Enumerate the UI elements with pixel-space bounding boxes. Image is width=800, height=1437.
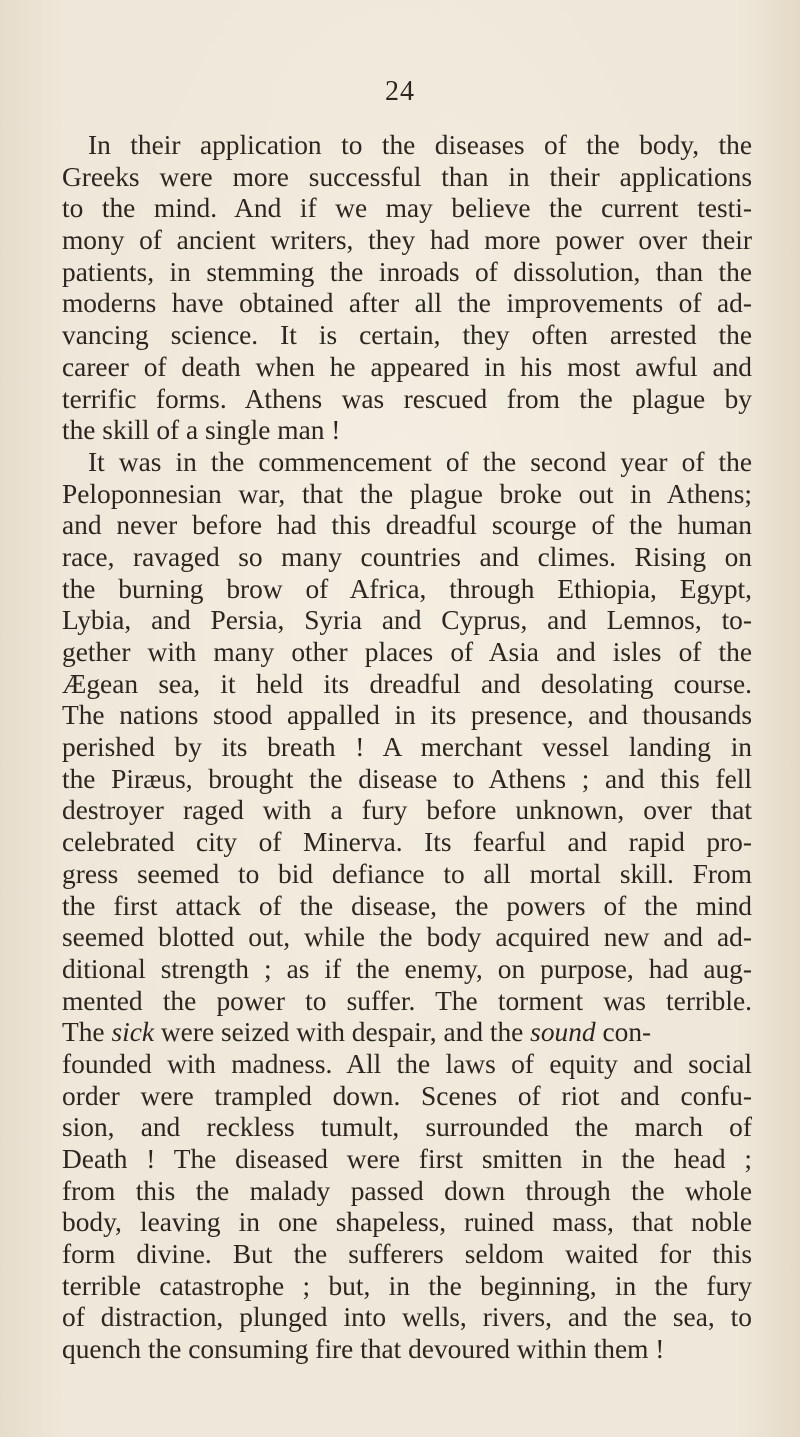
text-line: perished by its breath ! A merchant vessel landing in	[62, 732, 752, 763]
text-run: were seized with despair, and the	[154, 1017, 531, 1048]
text-line: form divine. But the sufferers seldom waited for this	[62, 1239, 752, 1270]
text-line: mony of ancient writers, they had more power over their	[62, 225, 752, 256]
text-line: body, leaving in one shapeless, ruined mass, that noble	[62, 1207, 752, 1238]
text-line: gether with many other places of Asia and isles of the	[62, 637, 752, 667]
text-run: The	[62, 1017, 112, 1048]
text-line: career of death when he appeared in his most awful and	[62, 351, 752, 382]
text-line: and never before had this dreadful scourge of the human	[62, 510, 752, 541]
text-line: mented the power to suffer. The torment was terrible.	[62, 985, 752, 1016]
text-line: It was in the commencement of the second year of the	[88, 446, 752, 477]
text-line: Ægean sea, it held its dreadful and desolating course.	[62, 668, 752, 699]
text-line: founded with madness. All the laws of equity and social	[62, 1048, 752, 1079]
text-line: Lybia, and Persia, Syria and Cyprus, and Lemnos, to-	[62, 605, 752, 636]
text-line: In their application to the diseases of the body, the	[88, 130, 752, 160]
text-line: patients, in stemming the inroads of dissolution, than the	[62, 256, 752, 287]
text-line-with-italics	[62, 1017, 752, 1049]
text-line: terrible catastrophe ; but, in the beginning, in the fury	[62, 1270, 752, 1301]
text-line: Death ! The diseased were first smitten in the head ;	[62, 1144, 752, 1174]
text-line: ditional strength ; as if the enemy, on purpose, had aug-	[62, 953, 752, 984]
text-line: terrific forms. Athens was rescued from the plague by	[62, 383, 752, 414]
text-line: seemed blotted out, while the body acquired new and ad-	[62, 922, 752, 953]
text-line: order were trampled down. Scenes of riot and confu-	[62, 1080, 752, 1111]
text-line: to the mind. And if we may believe the current testi-	[62, 193, 752, 224]
text-line: the Piræus, brought the disease to Athens ; and this fell	[62, 763, 752, 794]
text-line: gress seemed to bid defiance to all mortal skill. From	[62, 858, 752, 889]
text-line: from this the malady passed down through the whole	[62, 1175, 752, 1206]
body-text	[62, 130, 752, 1366]
text-line: The nations stood appalled in its presence, and thousands	[62, 700, 752, 731]
text-line: the skill of a single man !	[62, 415, 341, 446]
text-line: the first attack of the disease, the powers of the mind	[62, 890, 752, 921]
text-line: sion, and reckless tumult, surrounded the march of	[62, 1112, 752, 1143]
text-line: destroyer raged with a fury before unknown, over that	[62, 795, 752, 826]
text-line: the burning brow of Africa, through Ethiopia, Egypt,	[62, 573, 752, 604]
text-line: vancing science. It is certain, they often arrested the	[62, 320, 752, 351]
italic-word: sound	[530, 1017, 596, 1048]
text-line: Peloponnesian war, that the plague broke out in Athens;	[62, 478, 752, 509]
text-line: quench the consuming fire that devoured within them !	[62, 1334, 665, 1365]
italic-word: sick	[111, 1017, 155, 1048]
text-line: race, ravaged so many countries and climes. Rising on	[62, 541, 752, 572]
text-line: celebrated city of Minerva. Its fearful and rapid pro-	[62, 827, 752, 858]
page-number: 24	[385, 76, 415, 107]
text-line: moderns have obtained after all the improvements of ad-	[62, 288, 752, 319]
text-line: of distraction, plunged into wells, rivers, and the sea, to	[62, 1302, 752, 1333]
text-line: Greeks were more successful than in their applications	[62, 161, 752, 192]
text-run: con-	[595, 1017, 652, 1048]
